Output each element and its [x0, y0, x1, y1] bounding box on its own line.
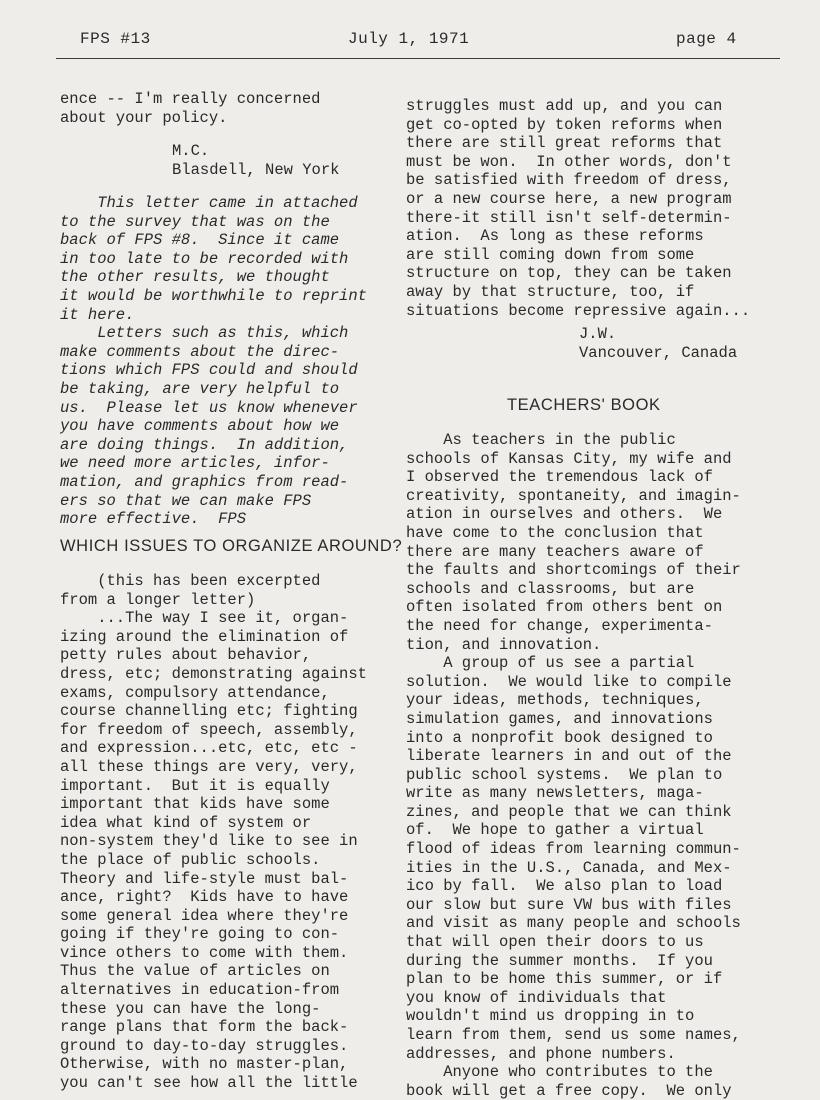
text-line: you know of individuals that [406, 988, 667, 1007]
text-line: important that kids have some [60, 795, 330, 814]
text-line: make comments about the direc- [60, 342, 340, 361]
text-line: wouldn't mind us dropping in to [406, 1007, 695, 1026]
text-line: solution. We would like to compile [406, 672, 732, 691]
text-line: the need for change, experimenta- [406, 616, 713, 635]
text-line: important. But it is equally [60, 776, 330, 795]
section-title-issues: WHICH ISSUES TO ORGANIZE AROUND? [60, 537, 403, 555]
text-line: vince others to come with them. [60, 943, 349, 962]
text-line: it would be worthwhile to reprint [60, 286, 367, 305]
text-line: zines, and people that we can think [406, 802, 732, 821]
text-line: A group of us see a partial [406, 654, 695, 673]
text-line: some general idea where they're [60, 906, 349, 925]
text-line: schools and classrooms, but are [406, 579, 695, 598]
text-line: there are still great reforms that [406, 134, 723, 153]
letter-ending [60, 90, 395, 127]
text-line: our slow but sure VW bus with files [406, 895, 732, 914]
text-line: you can't see how all the little [60, 1074, 358, 1093]
text-line: ation in ourselves and others. We [406, 505, 723, 524]
text-line: tions which FPS could and should [60, 361, 358, 380]
text-line: course channelling etc; fighting [60, 702, 358, 721]
signature-location: Blasdell, New York [172, 160, 340, 179]
text-line: alternatives in education-from [60, 981, 340, 1000]
text-line: range plans that form the back- [60, 1018, 349, 1037]
text-line: us. Please let us know whenever [60, 398, 358, 417]
text-line: during the summer months. If you [406, 951, 713, 970]
header-rule [56, 58, 780, 59]
text-line: the other results, we thought [60, 268, 330, 287]
text-line: non-system they'd like to see in [60, 832, 358, 851]
text-line: it here. [60, 305, 135, 324]
text-line: these you can have the long- [60, 999, 321, 1018]
editor-note [60, 194, 395, 529]
text-line: your ideas, methods, techniques, [406, 691, 704, 710]
text-line: ation. As long as these reforms [406, 227, 704, 246]
letter-continuation [406, 97, 791, 320]
text-line: ities in the U.S., Canada, and Mex- [406, 858, 732, 877]
text-line: and visit as many people and schools [406, 914, 741, 933]
text-line: we need more articles, infor- [60, 454, 330, 473]
text-line: public school systems. We plan to [406, 765, 723, 784]
text-line: dress, etc; demonstrating against [60, 664, 367, 683]
text-line: back of FPS #8. Since it came [60, 231, 340, 250]
text-line: struggles must add up, and you can [406, 97, 723, 115]
issue-number: FPS #13 [80, 30, 151, 48]
text-line: creativity, spontaneity, and imagin- [406, 486, 741, 505]
text-line: you have comments about how we [60, 417, 340, 436]
text-line: for freedom of speech, assembly, [60, 720, 358, 739]
text-line: Theory and life-style must bal- [60, 869, 349, 888]
section-title-teachers-book: TEACHERS' BOOK [507, 396, 661, 414]
text-line: This letter came in attached [60, 194, 358, 212]
text-line: and expression...etc, etc, etc - [60, 739, 358, 758]
letter-signature [579, 325, 789, 362]
text-line: more effective. FPS [60, 510, 247, 529]
text-line: often isolated from others bent on [406, 598, 723, 617]
text-line: have come to the conclusion that [406, 523, 704, 542]
text-line: idea what kind of system or [60, 813, 312, 832]
text-line: in too late to be recorded with [60, 249, 349, 268]
text-line: ers so that we can make FPS [60, 491, 312, 510]
text-line: situations become repressive again... [406, 301, 751, 320]
text-line: petty rules about behavior, [60, 646, 312, 665]
text-line: ence -- I'm really concerned [60, 90, 321, 108]
text-line: addresses, and phone numbers. [406, 1044, 676, 1063]
text-line: going if they're going to con- [60, 925, 340, 944]
text-line: be taking, are very helpful to [60, 379, 340, 398]
text-line: ...The way I see it, organ- [60, 609, 349, 628]
text-line: or a new course here, a new program [406, 189, 732, 208]
text-line: ground to day-to-day struggles. [60, 1036, 349, 1055]
text-line: the place of public schools. [60, 850, 321, 869]
text-line: there-it still isn't self-determin- [406, 208, 732, 227]
text-line: ico by fall. We also plan to load [406, 877, 723, 896]
text-line: Otherwise, with no master-plan, [60, 1055, 349, 1074]
letter-signature [172, 142, 392, 179]
text-line: As teachers in the public [406, 431, 676, 449]
text-line: flood of ideas from learning commun- [406, 840, 741, 859]
text-line: simulation games, and innovations [406, 709, 713, 728]
signature-location: Vancouver, Canada [579, 343, 738, 362]
text-line: learn from them, send us some names, [406, 1026, 741, 1044]
text-line: (this has been excerpted [60, 572, 321, 590]
text-line: be satisfied with freedom of dress, [406, 171, 732, 190]
text-line: write as many newsletters, maga- [406, 784, 704, 803]
text-line: away by that structure, too, if [406, 282, 695, 301]
text-line: book will get a free copy. We only [406, 1081, 732, 1100]
text-line: Letters such as this, which [60, 324, 349, 343]
text-line: there are many teachers aware of [406, 542, 704, 561]
text-line: about your policy. [60, 108, 228, 127]
text-line: must be won. In other words, don't [406, 152, 732, 171]
text-line: that will open their doors to us [406, 933, 704, 952]
text-line: schools of Kansas City, my wife and [406, 449, 732, 468]
text-line: Anyone who contributes to the [406, 1063, 713, 1082]
text-line: to the survey that was on the [60, 212, 330, 231]
text-line: all these things are very, very, [60, 757, 358, 776]
text-line: mation, and graphics from read- [60, 472, 349, 491]
text-line: ance, right? Kids have to have [60, 888, 349, 907]
text-line: into a nonprofit book designed to [406, 728, 713, 747]
text-line: plan to be home this summer, or if [406, 970, 723, 989]
page-number: page 4 [676, 30, 737, 48]
text-line: from a longer letter) [60, 590, 256, 609]
text-line: izing around the elimination of [60, 627, 349, 646]
text-line: I observed the tremendous lack of [406, 468, 713, 487]
text-line: Thus the value of articles on [60, 962, 330, 981]
text-line: of. We hope to gather a virtual [406, 821, 704, 840]
signature-initials: J.W. [579, 325, 617, 343]
text-line: tion, and innovation. [406, 635, 602, 654]
text-line: get co-opted by token reforms when [406, 115, 723, 134]
text-line: are still coming down from some [406, 245, 695, 264]
issues-article-body [60, 572, 395, 1093]
signature-initials: M.C. [172, 142, 210, 160]
text-line: exams, compulsory attendance, [60, 683, 330, 702]
teachers-book-article-body [406, 431, 791, 1100]
issue-date: July 1, 1971 [348, 30, 470, 48]
text-line: liberate learners in and out of the [406, 747, 732, 766]
text-line: are doing things. In addition, [60, 435, 349, 454]
text-line: structure on top, they can be taken [406, 264, 732, 283]
text-line: the faults and shortcomings of their [406, 561, 741, 580]
page-header [0, 30, 820, 54]
